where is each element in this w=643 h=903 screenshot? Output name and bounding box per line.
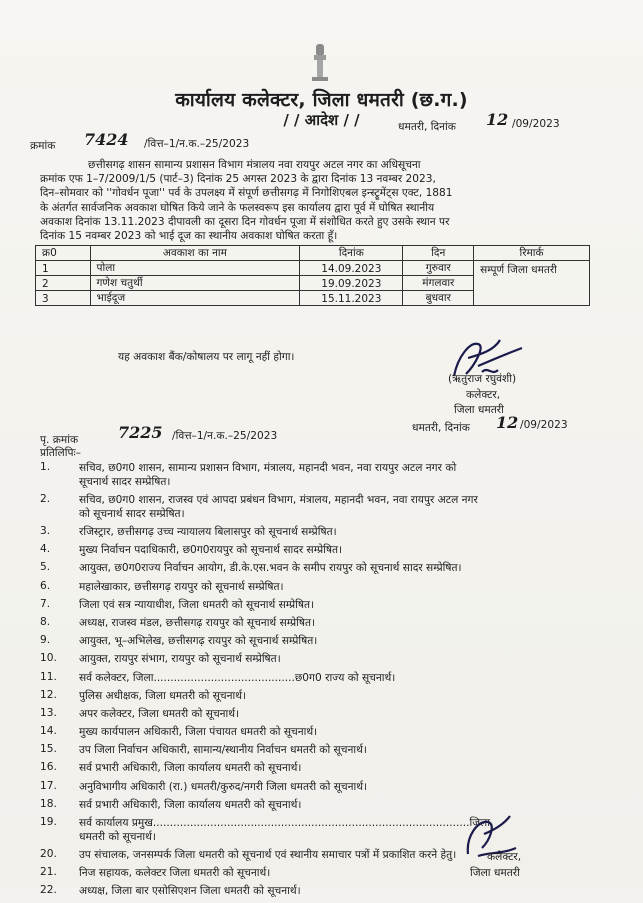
list-item-number: 4. — [40, 543, 51, 556]
list-item-text: सचिव, छ0ग0 शासन, राजस्व एवं आपदा प्रबंधन विभाग, मंत्रालय, महानदी भवन, नवा रायपुर अटल नगर — [79, 494, 478, 506]
list-item-number: 9. — [40, 634, 51, 647]
list-item — [40, 461, 600, 493]
list-item — [40, 761, 600, 779]
list-item — [40, 780, 600, 798]
cell-day: मंगलवार — [403, 276, 474, 291]
endorsement-ref-number: 7225 — [118, 423, 163, 442]
cell-serial: 2 — [36, 276, 91, 291]
list-item-text: अध्यक्ष, जिला बार एसोसिएशन जिला धमतरी को सूचनार्थ। — [79, 885, 301, 898]
paragraph-line: अवकाश दिनांक 13.11.2023 दीपावली का दूसरा दिन गोवर्धन पूजा में संशोधित करते हुए उसके स्थान पर — [40, 215, 450, 228]
list-item-number: 10. — [40, 652, 57, 665]
list-item-number: 14. — [40, 725, 57, 738]
order-paragraph — [40, 158, 585, 243]
order-heading: / / आदेश / / — [283, 111, 360, 129]
cell-holiday-name: भाईदूज — [90, 291, 300, 306]
header-holiday-name: अवकाश का नाम — [90, 246, 300, 261]
list-item-text: उप जिला निर्वाचन अधिकारी, सामान्य/स्थानीय निर्वाचन धमतरी को सूचनार्थ। — [79, 744, 367, 757]
order-ref-prefix: क्रमांक — [30, 140, 56, 152]
paragraph-line: छत्तीसगढ़ शासन सामान्य प्रशासन विभाग मंत्रालय नवा रायपुर अटल नगर का अधिसूचना — [88, 159, 421, 171]
list-item-number: 15. — [40, 743, 57, 756]
signatory-designation: कलेक्टर, — [466, 389, 501, 401]
office-title: कार्यालय कलेक्टर, जिला धमतरी (छ.ग.) — [175, 89, 468, 111]
header-remark: रिमार्क — [474, 246, 590, 261]
list-item-text: आयुक्त, छ0ग0राज्य निर्वाचन आयोग, डी.के.एस.भवन के समीप रायपुर को सूचनार्थ सादर सम्प्रेषित। — [79, 562, 462, 575]
endorsement-place-date: धमतरी, दिनांक — [412, 422, 470, 434]
list-item-text: पुलिस अधीक्षक, जिला धमतरी को सूचनार्थ। — [79, 689, 247, 702]
list-item — [40, 725, 600, 743]
list-item — [40, 525, 600, 543]
cell-date: 19.09.2023 — [300, 276, 403, 291]
cell-serial: 1 — [36, 261, 91, 276]
list-item-text: अपर कलेक्टर, जिला धमतरी को सूचनार्थ। — [79, 707, 240, 720]
cell-date: 14.09.2023 — [300, 261, 403, 276]
list-item — [40, 652, 600, 670]
list-item-number: 17. — [40, 779, 57, 792]
paragraph-line: दिनांक 15 नवम्बर 2023 को भाई दूज का स्थानीय अवकाश घोषित करता हूँ। — [40, 230, 338, 243]
endorsement-date-rest: /09/2023 — [520, 419, 568, 431]
list-item-text: आयुक्त, रायपुर संभाग, रायपुर को सूचनार्थ सम्प्रेषित। — [79, 653, 281, 666]
paragraph-line: के अंतर्गत सार्वजनिक अवकाश घोषित किये जाने के फलस्वरूप इस कार्यालय द्वारा पूर्व में घोषित स्थानीय — [40, 201, 435, 214]
order-ref-number: 7424 — [84, 130, 129, 149]
copy-to-label: प्रतिलिपिः– — [40, 447, 81, 459]
list-item-number: 11. — [40, 670, 57, 683]
paragraph-line: क्रमांक एफ 1–7/2009/1/5 (पार्ट–3) दिनांक 25 अगस्त 2023 के द्वारा दिनांक 13 नवम्बर 2023, — [40, 173, 436, 186]
closing-district: जिला धमतरी — [470, 867, 520, 879]
list-item-text: सूचनार्थ सादर सम्प्रेषित। — [79, 476, 171, 488]
order-ref-suffix: /वित्त–1/न.क.–25/2023 — [144, 138, 250, 150]
list-item-number: 21. — [40, 866, 57, 879]
endorsement-date-day: 12 — [496, 413, 519, 432]
list-item-number: 13. — [40, 706, 57, 719]
table-header-row — [36, 246, 590, 261]
list-item-number: 7. — [40, 597, 51, 610]
list-item — [40, 689, 600, 707]
list-item — [40, 543, 600, 561]
header-serial: क्र0 — [36, 246, 91, 261]
holiday-table — [35, 245, 590, 306]
list-item-number: 1. — [40, 461, 51, 473]
bank-exemption-note: यह अवकाश बैंक/कोषालय पर लागू नहीं होगा। — [118, 351, 295, 363]
list-item-text: रजिस्ट्रार, छत्तीसगढ़ उच्च न्यायालय बिलासपुर को सूचनार्थ सम्प्रेषित। — [79, 526, 337, 538]
list-item-number: 12. — [40, 688, 57, 701]
cell-day: बुधवार — [403, 291, 474, 306]
list-item-number: 5. — [40, 561, 51, 574]
table-row — [36, 261, 590, 276]
list-item — [40, 884, 600, 902]
list-item — [40, 707, 600, 725]
endorsement-ref-prefix: पृ. क्रमांक — [40, 434, 79, 446]
list-item — [40, 616, 600, 634]
list-item-text: धमतरी को सूचनार्थ। — [79, 831, 156, 843]
list-item-text: महालेखाकार, छत्तीसगढ़ रायपुर को सूचनार्थ सम्प्रेषित। — [79, 580, 284, 593]
list-item-text: सर्व प्रभारी अधिकारी, जिला कार्यालय धमतरी को सूचनार्थ। — [79, 762, 302, 775]
header-day: दिन — [403, 246, 474, 261]
list-item-number: 20. — [40, 848, 57, 860]
list-item — [40, 671, 600, 689]
list-item-text: जिला एवं सत्र न्यायाधीश, जिला धमतरी को सूचनार्थ सम्प्रेषित। — [79, 598, 315, 611]
state-emblem-icon — [309, 44, 331, 82]
list-item-text: अनुविभागीय अधिकारी (रा.) धमतरी/कुरुद/नगरी जिला धमतरी को सूचनार्थ। — [79, 780, 368, 793]
order-date-rest: /09/2023 — [512, 118, 560, 130]
closing-designation: कलेक्टर, — [487, 851, 522, 863]
signatory-name: (ऋतुराज रघुवंशी) — [448, 373, 517, 385]
list-item-number: 16. — [40, 761, 57, 774]
list-item-text: सर्व प्रभारी अधिकारी, जिला कार्यालय धमतरी को सूचनार्थ। — [79, 798, 302, 811]
list-item — [40, 493, 600, 525]
list-item — [40, 598, 600, 616]
list-item — [40, 634, 600, 652]
cell-holiday-name: गणेश चतुर्थी — [90, 276, 300, 291]
list-item-number: 19. — [40, 816, 57, 828]
list-item-number: 22. — [40, 884, 57, 897]
list-item-text: सर्व कलेक्टर, जिला..........................................छ0ग0 राज्य को सूचनार्थ। — [79, 671, 396, 684]
list-item-number: 2. — [40, 493, 51, 505]
list-item-number: 18. — [40, 797, 57, 810]
paragraph-line: दिन–सोमवार को ''गोवर्धन पूजा'' पर्व के उपलक्ष्य में संपूर्ण छत्तीसगढ़ में निगोशिएबल इन्स्ट्रूमेंट्स एक्ट, 1881 — [40, 187, 453, 200]
endorsement-ref-suffix: /वित्त–1/न.क.–25/2023 — [172, 430, 278, 442]
list-item-text: को सूचनार्थ सादर सम्प्रेषित। — [79, 508, 185, 520]
cell-remark: सम्पूर्ण जिला धमतरी — [474, 261, 590, 306]
list-item — [40, 743, 600, 761]
list-item-number: 8. — [40, 615, 51, 628]
list-item — [40, 561, 600, 579]
list-item-text: अध्यक्ष, राजस्व मंडल, छत्तीसगढ़ रायपुर को सूचनार्थ सम्प्रेषित। — [79, 616, 316, 629]
cell-holiday-name: पोला — [90, 261, 300, 276]
list-item-number: 3. — [40, 525, 51, 537]
signatory-district: जिला धमतरी — [454, 404, 504, 416]
list-item-text: आयुक्त, भू–अभिलेख, छत्तीसगढ़ रायपुर को सूचनार्थ सम्प्रेषित। — [79, 635, 318, 648]
cell-date: 15.11.2023 — [300, 291, 403, 306]
list-item-text: उप संचालक, जनसम्पर्क जिला धमतरी को सूचनार्थ एवं स्थानीय समाचार पत्रों में प्रकाशित करने हेतु। — [79, 849, 457, 861]
list-item — [40, 580, 600, 598]
order-date-day: 12 — [486, 110, 509, 129]
header-date: दिनांक — [300, 246, 403, 261]
list-item-number: 6. — [40, 579, 51, 592]
list-item-text: मुख्य कार्यपालन अधिकारी, जिला पंचायत धमतरी को सूचनार्थ। — [79, 726, 318, 739]
list-item-text: सर्व कार्यालय प्रमुख..............................................................................................जिला — [79, 817, 490, 829]
cell-day: गुरुवार — [403, 261, 474, 276]
list-item-text: सचिव, छ0ग0 शासन, सामान्य प्रशासन विभाग, मंत्रालय, महानदी भवन, नवा रायपुर अटल नगर को — [79, 462, 457, 474]
order-place-date: धमतरी, दिनांक — [398, 121, 456, 133]
cell-serial: 3 — [36, 291, 91, 306]
list-item-text: मुख्य निर्वाचन पदाधिकारी, छ0ग0रायपुर को सूचनार्थ सादर सम्प्रेषित। — [79, 544, 343, 557]
list-item-text: निज सहायक, कलेक्टर जिला धमतरी को सूचनार्थ। — [79, 867, 271, 880]
